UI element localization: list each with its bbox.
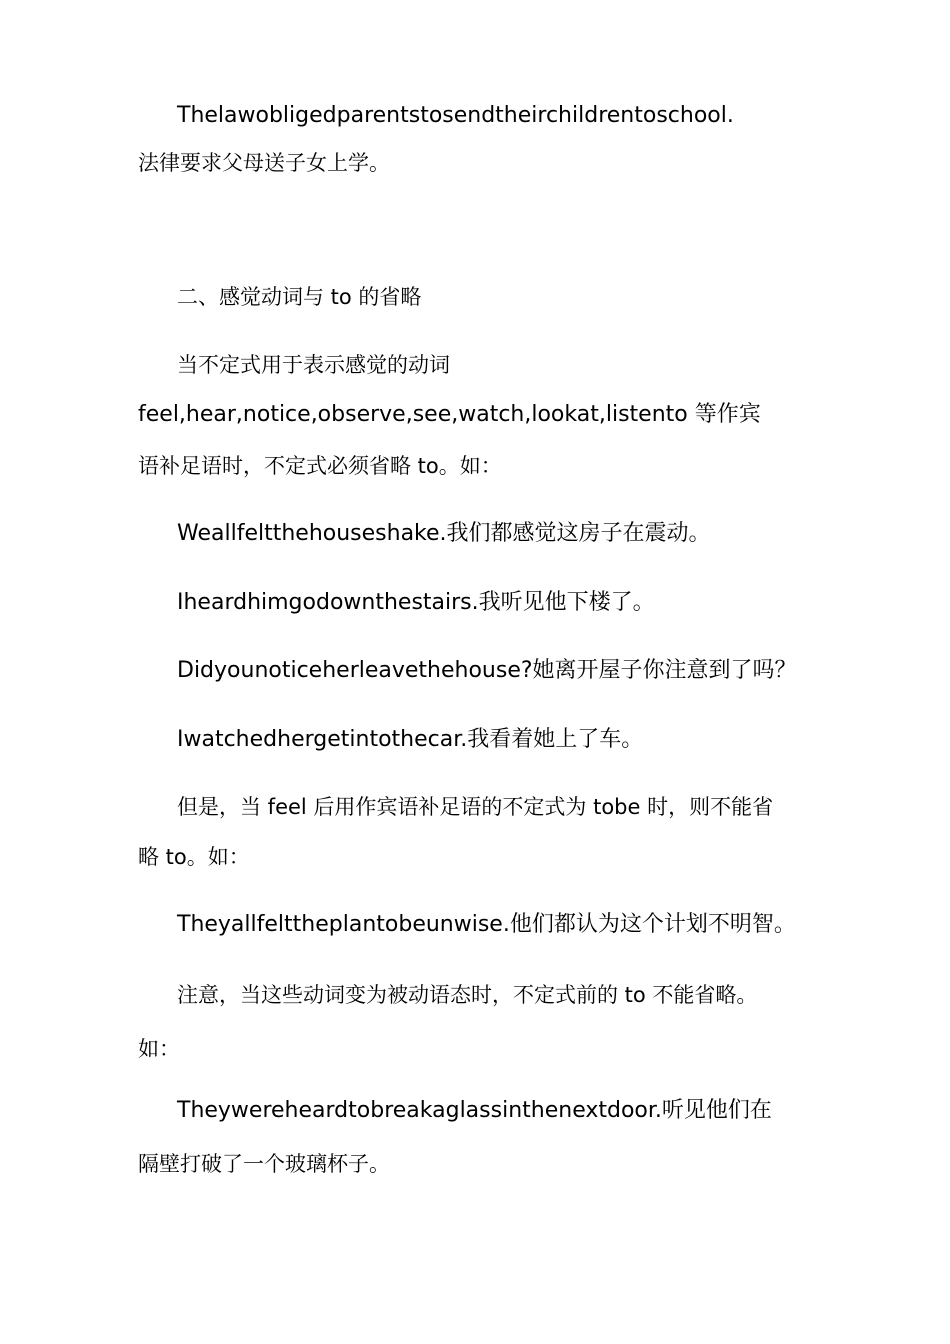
example-sentence: Theywereheardtobreakaglassinthenextdoor.听见他们在 <box>177 1098 772 1123</box>
example-sentence: Weallfeltthehouseshake.我们都感觉这房子在震动。 <box>177 521 711 546</box>
example-sentence: Iwatchedhergetintothecar.我看着她上了车。 <box>177 727 644 752</box>
example-sentence: Iheardhimgodownthestairs.我听见他下楼了。 <box>177 590 655 615</box>
sentence-english: Thelawobligedparentstosendtheirchildrentoschool. <box>177 103 734 128</box>
example-sentence: Didyounoticeherleavethehouse?她离开屋子你注意到了吗？ <box>177 658 797 683</box>
section-heading: 二、感觉动词与 to 的省略 <box>177 285 422 309</box>
paragraph-line: 但是，当 feel 后用作宾语补足语的不定式为 tobe 时，则不能省 <box>177 795 774 819</box>
paragraph-line: 略 to。如： <box>138 845 250 869</box>
paragraph-line: 隔壁打破了一个玻璃杯子。 <box>138 1152 390 1176</box>
paragraph-line: 如： <box>138 1037 180 1061</box>
paragraph-line: 当不定式用于表示感觉的动词 <box>177 353 450 377</box>
paragraph-line: feel,hear,notice,observe,see,watch,lookat,listento 等作宾 <box>138 402 761 427</box>
paragraph-line: 语补足语时，不定式必须省略 to。如： <box>138 454 502 478</box>
example-sentence: Theyallfelttheplantobeunwise.他们都认为这个计划不明智。 <box>177 912 796 937</box>
paragraph-line: 注意，当这些动词变为被动语态时，不定式前的 to 不能省略。 <box>177 983 758 1007</box>
sentence-translation: 法律要求父母送子女上学。 <box>138 151 390 175</box>
